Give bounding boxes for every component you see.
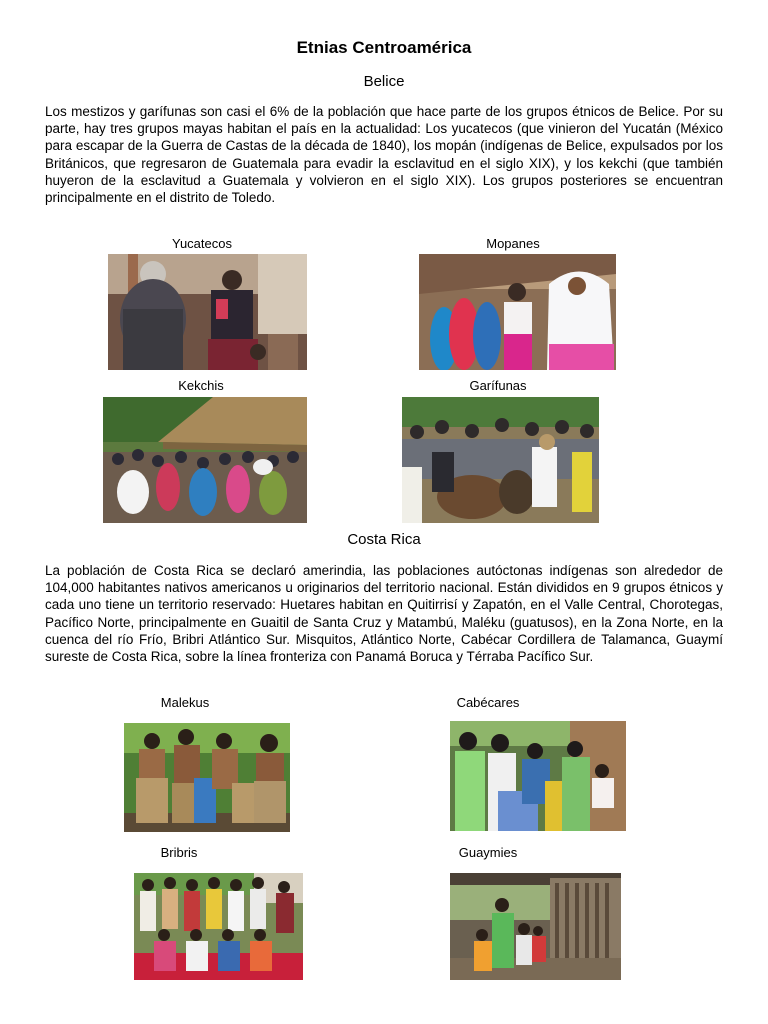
- photo-mopanes: [419, 254, 616, 370]
- paragraph-costa-rica: La población de Costa Rica se declaró amerindia, las poblaciones autóctonas indígenas son alrededor de 104,000 habitantes nativos americanos u originarios del territorio nacional. Están divididos en 9 grupos étnicos y cada uno tiene un territorio reservado: Huetares habitan en Quitirrisí y Zapatón, en el Valle Central, Chorotegas, Pacífico Norte, principalmente en Guaitil de Santa Cruz y Matambú, Maléku (guatusos), en la Zona Norte, en la cuenca del río Frío, Bribri Atlántico Sur. Misquitos, Atlántico Norte, Cabécar Cordillera de Talamanca, Guaymí sureste de Costa Rica, sobre la línea fronteriza con Panamá Boruca y Térraba Pacífico Sur.: [45, 563, 723, 665]
- photo-garifunas: [402, 397, 599, 523]
- caption-malekus: Malekus: [160, 695, 210, 710]
- caption-kekchis: Kekchis: [178, 378, 224, 393]
- caption-cabecares: Cabécares: [456, 695, 520, 710]
- paragraph-belice: Los mestizos y garífunas son casi el 6% de la población que hace parte de los grupos étnicos de Belice. Por su parte, hay tres grupos mayas habitan el país en la actualidad: Los yucatecos (que vinieron del Yucatán (México para escapar de la Guerra de Castas de la década de 1840), los mopán (indígenas de Belice, expulsados por los Británicos, que regresaron de Guatemala para evadir la esclavitud en el siglo XIX), y los kekchi (que también huyeron de la esclavitud a Guatemala y volvieron en el siglo XIX). Los grupos posteriores se encuentran principalmente en el distrito de Toledo.: [45, 104, 723, 206]
- photo-cabecares: [450, 721, 626, 831]
- photo-bribris: [134, 873, 303, 980]
- caption-mopanes: Mopanes: [486, 236, 540, 251]
- photo-yucatecos: [108, 254, 307, 370]
- page-title: Etnias Centroamérica: [296, 38, 472, 57]
- caption-guaymies: Guaymies: [458, 845, 518, 860]
- photo-kekchis: [103, 397, 307, 523]
- photo-malekus: [124, 723, 290, 832]
- section-heading-belice: Belice: [363, 73, 405, 90]
- caption-yucatecos: Yucatecos: [172, 236, 232, 251]
- caption-garifunas: Garífunas: [469, 378, 527, 393]
- caption-bribris: Bribris: [160, 845, 198, 860]
- section-heading-costa-rica: Costa Rica: [347, 531, 421, 548]
- photo-guaymies: [450, 873, 621, 980]
